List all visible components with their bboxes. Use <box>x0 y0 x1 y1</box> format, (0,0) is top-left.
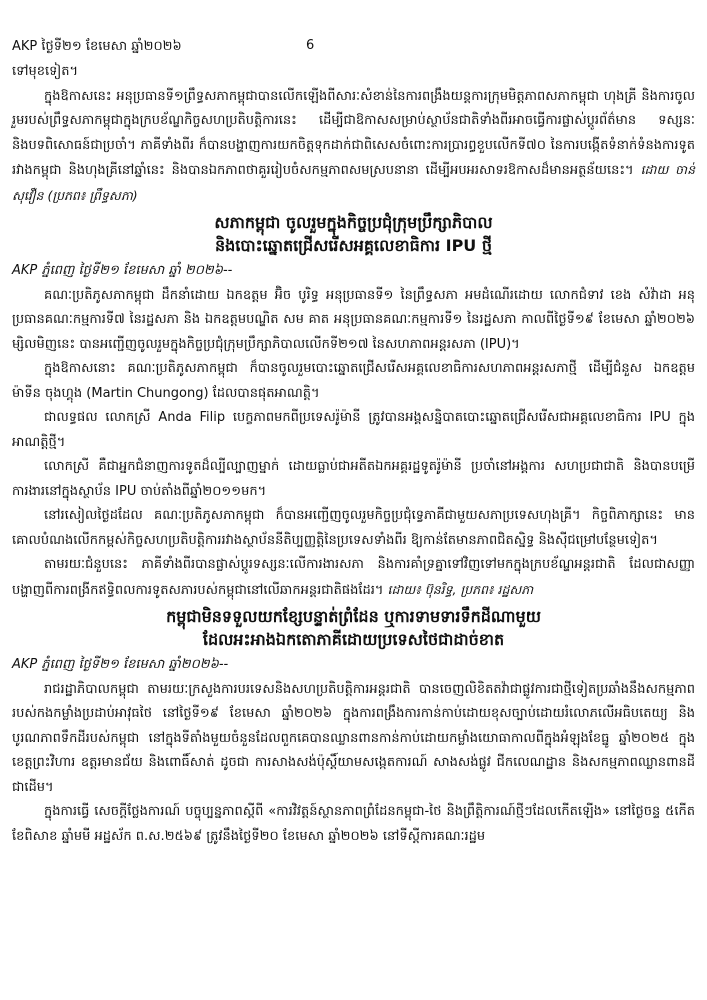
page-content <box>12 60 695 849</box>
article-paragraph: រាជរដ្ឋាភិបាលកម្ពុជា តាមរយៈក្រសួងការបរទេសនិងសហប្រតិបត្តិការអន្តរជាតិ បានចេញលិខិតតវ៉ាជាផ្លូវការជាថ្មីទៀតប្រឆាំងនឹងសកម្មភាពរបស់កងកម្លាំងប្រដាប់អាវុធថៃ នៅថ្ងៃទី១៩ ខែមេសា ឆ្នាំ២០២៦ ក្នុងការពង្រឹងការកាន់កាប់ដោយខុសច្បាប់ដោយរំលោភលើអធិបតេយ្យ និងបូរណភាពទឹកដីរបស់កម្ពុជា នៅក្នុងទីតាំងមួយចំនួនដែលពួកគេបានឈ្លានពានកាន់កាប់ដោយកម្លាំងយោធាកាលពីក្នុងអំឡុងខែធ្នូ ឆ្នាំ២០២៥ ក្នុងខេត្តព្រះវិហារ ឧត្តរមានជ័យ និងពោធិ៍សាត់ ដូចជា ការសាងសង់ប៉ុស្តិ៍យាមសង្កេតការណ៍ សាងសង់ផ្លូវ ជីកលេណដ្ឋាន និងសកម្មភាពឈ្លានពានដីជាដើម។ <box>12 681 695 795</box>
headline-line: កម្ពុជាមិនទទួលយកខ្សែបន្ទាត់ព្រំដែន ឬការទាមទារទឹកដីណាមួយ <box>166 607 541 626</box>
headline-border <box>12 605 695 651</box>
byline: ដោយ៖ ប៊ុនរិទ្ធ, ប្រភព៖ រដ្ឋសភា <box>387 581 534 597</box>
article-paragraph <box>12 553 695 603</box>
continuation-text: ទៅមុខទៀត។ <box>12 64 79 79</box>
headline-line: ដែលអះអាងឯកតោភាគីដោយប្រទេសថៃជាដាច់ខាត <box>202 630 505 649</box>
page-header: AKP ថ្ងៃទី២១ ខែមេសា ឆ្នាំ២០២៦ <box>12 39 182 54</box>
article-paragraph <box>12 85 695 210</box>
byline: ដោយ ចាន់ សុវឿន (ប្រភព៖ ព្រឹទ្ធសភា) <box>12 162 695 203</box>
headline-ipu <box>12 211 695 257</box>
dateline: AKP ភ្នំពេញ ថ្ងៃទី២១ ខែមេសា ឆ្នាំ ២០២៦-- <box>12 263 233 278</box>
headline-line: សភាកម្ពុជា ចូលរួមក្នុងកិច្ចប្រជុំក្រុមប្រឹក្សាភិបាល <box>214 213 493 232</box>
article-paragraph: នៅរសៀលថ្ងៃដដែល គណៈប្រតិភូសភាកម្ពុជា ក៏បានអញ្ជើញចូលរួមកិច្ចប្រជុំទ្វេភាគីជាមួយសភាប្រទេសហុងគ្រី។ កិច្ចពិភាក្សានេះ មានគោលបំណងលើកកម្ពស់កិច្ចសហប្រតិបត្តិការរវាងស្ថាប័ននីតិប្បញ្ញត្តិនៃប្រទេសទាំងពីរ ឱ្យកាន់តែមានភាពជិតស្និទ្ធ និងស៊ីជម្រៅបន្ថែមទៀត។ <box>12 508 695 548</box>
paragraph-text: តាមរយៈជំនួបនេះ ភាគីទាំងពីរបានផ្លាស់ប្តូរទស្សនៈលើការងារសភា និងការគាំទ្រគ្នាទៅវិញទៅមកក្នុងក្របខ័ណ្ឌអន្តរជាតិ ដែលជាសញ្ញាបង្ហាញពីការពង្រីកឥទ្ធិពលការទូតសភារបស់កម្ពុជានៅលើឆាកអន្តរជាតិផងដែរ។ <box>12 557 695 598</box>
article-paragraph: ក្នុងឱកាសនោះ គណៈប្រតិភូសភាកម្ពុជា ក៏បានចូលរួមបោះឆ្នោតជ្រើសរើសអគ្គលេខាធិការសហភាពអន្តរសភាថ្មី ដើម្បីជំនួស ឯកឧត្តម ម៉ាទីន ចុងហ្គុង (Martin Chungong) ដែលបានផុតអាណត្តិ។ <box>12 361 695 401</box>
page-number: 6 <box>306 38 315 53</box>
article-paragraph: ក្នុងការធ្វើ សេចក្តីថ្លែងការណ៍ បច្ចុប្បន្នភាពស្តីពី «ការវិវត្តន៍ស្ថានភាពព្រំដែនកម្ពុជា-ថៃ និងព្រឹត្តិការណ៍ថ្មីៗដែលកើតឡើង» នៅថ្ងៃចន្ទ ៥កើត ខែពិសាខ ឆ្នាំមមី អដ្ឋស័ក ព.ស.២៥៦៩ ត្រូវនឹងថ្ងៃទី២០ ខែមេសា ឆ្នាំ២០២៦ នៅទីស្តីការគណៈរដ្ឋម <box>12 804 695 844</box>
article-paragraph: ជាលទ្ធផល លោកស្រី Anda Filip បេក្ខភាពមកពីប្រទេសរ៉ូម៉ានី ត្រូវបានអង្គសន្និបាតបោះឆ្នោតជ្រើសរើសជាអគ្គលេខាធិការ IPU ក្នុងអាណត្តិថ្មី។ <box>12 410 695 450</box>
article-paragraph: លោកស្រី គឺជាអ្នកជំនាញការទូតដ៏ល្បីល្បាញម្នាក់ ដោយធ្លាប់ជាអតីតឯកអគ្គរដ្ឋទូតរ៉ូម៉ានី ប្រចាំនៅអង្គការ សហប្រជាជាតិ និងបានបម្រើការងារនៅក្នុងស្ថាប័ន IPU ចាប់តាំងពីឆ្នាំ២០១១មក។ <box>12 459 695 499</box>
paragraph-text: ក្នុងឱកាសនេះ អនុប្រធានទី១ព្រឹទ្ធសភាកម្ពុជាបានលើកឡើងពីសារៈសំខាន់នៃការពង្រឹងយន្តការក្រុមមិត្តភាពសភាកម្ពុជា ហុងគ្រី និងការចូលរួមរបស់ព្រឹទ្ធសភាកម្ពុជាក្នុងក្របខ័ណ្ឌកិច្ចសហប្រតិបត្តិការនេះ ដើម្បីជាឱកាសសម្រាប់ស្ថាប័នជាតិទាំងពីរអាចធ្វើការផ្លាស់ប្តូរព័ត៌មាន ទស្សនៈ និងបទពិសោធន៍ជាប្រចាំ។ ភាគីទាំងពីរ ក៏បានបង្ហាញការយកចិត្តទុកដាក់ជាពិសេសចំពោះការប្រារព្ធខួបលើកទី៧០ នៃការបង្កើតទំនាក់ទំនងការទូតរវាងកម្ពុជា និងហុងគ្រីនៅឆ្នាំនេះ និងបានឯកភាពថាគួររៀបចំសកម្មភាពសមស្របនានា ដើម្បីអបអរសាទរឱកាសដ៏មានអត្ថន័យនេះ។ <box>12 88 695 178</box>
article-paragraph: គណៈប្រតិភូសភាកម្ពុជា ដឹកនាំដោយ ឯកឧត្តម អ៊ិច បូរិទ្ធ អនុប្រធានទី១ នៃព្រឹទ្ធសភា អមដំណើរដោយ លោកជំទាវ ខេង សំវ៉ាដា អនុប្រធានគណៈកម្មការទី៧ នៃរដ្ឋសភា និង ឯកឧត្តមបណ្ឌិត សម គាត អនុប្រធានគណៈកម្មការទី១ នៃរដ្ឋសភា កាលពីថ្ងៃទី១៩ ខែមេសា ឆ្នាំ២០២៦ ម្សិលមិញនេះ បានអញ្ជើញចូលរួមក្នុងកិច្ចប្រជុំក្រុមប្រឹក្សាភិបាលលើកទី២១៧ នៃសហភាពអន្តរសភា (IPU)។ <box>12 287 695 352</box>
headline-line: និងបោះឆ្នោតជ្រើសរើសអគ្គលេខាធិការ IPU ថ្មី <box>214 236 493 255</box>
dateline: AKP ភ្នំពេញ ថ្ងៃទី២១ ខែមេសា ឆ្នាំ២០២៦-- <box>12 657 229 672</box>
